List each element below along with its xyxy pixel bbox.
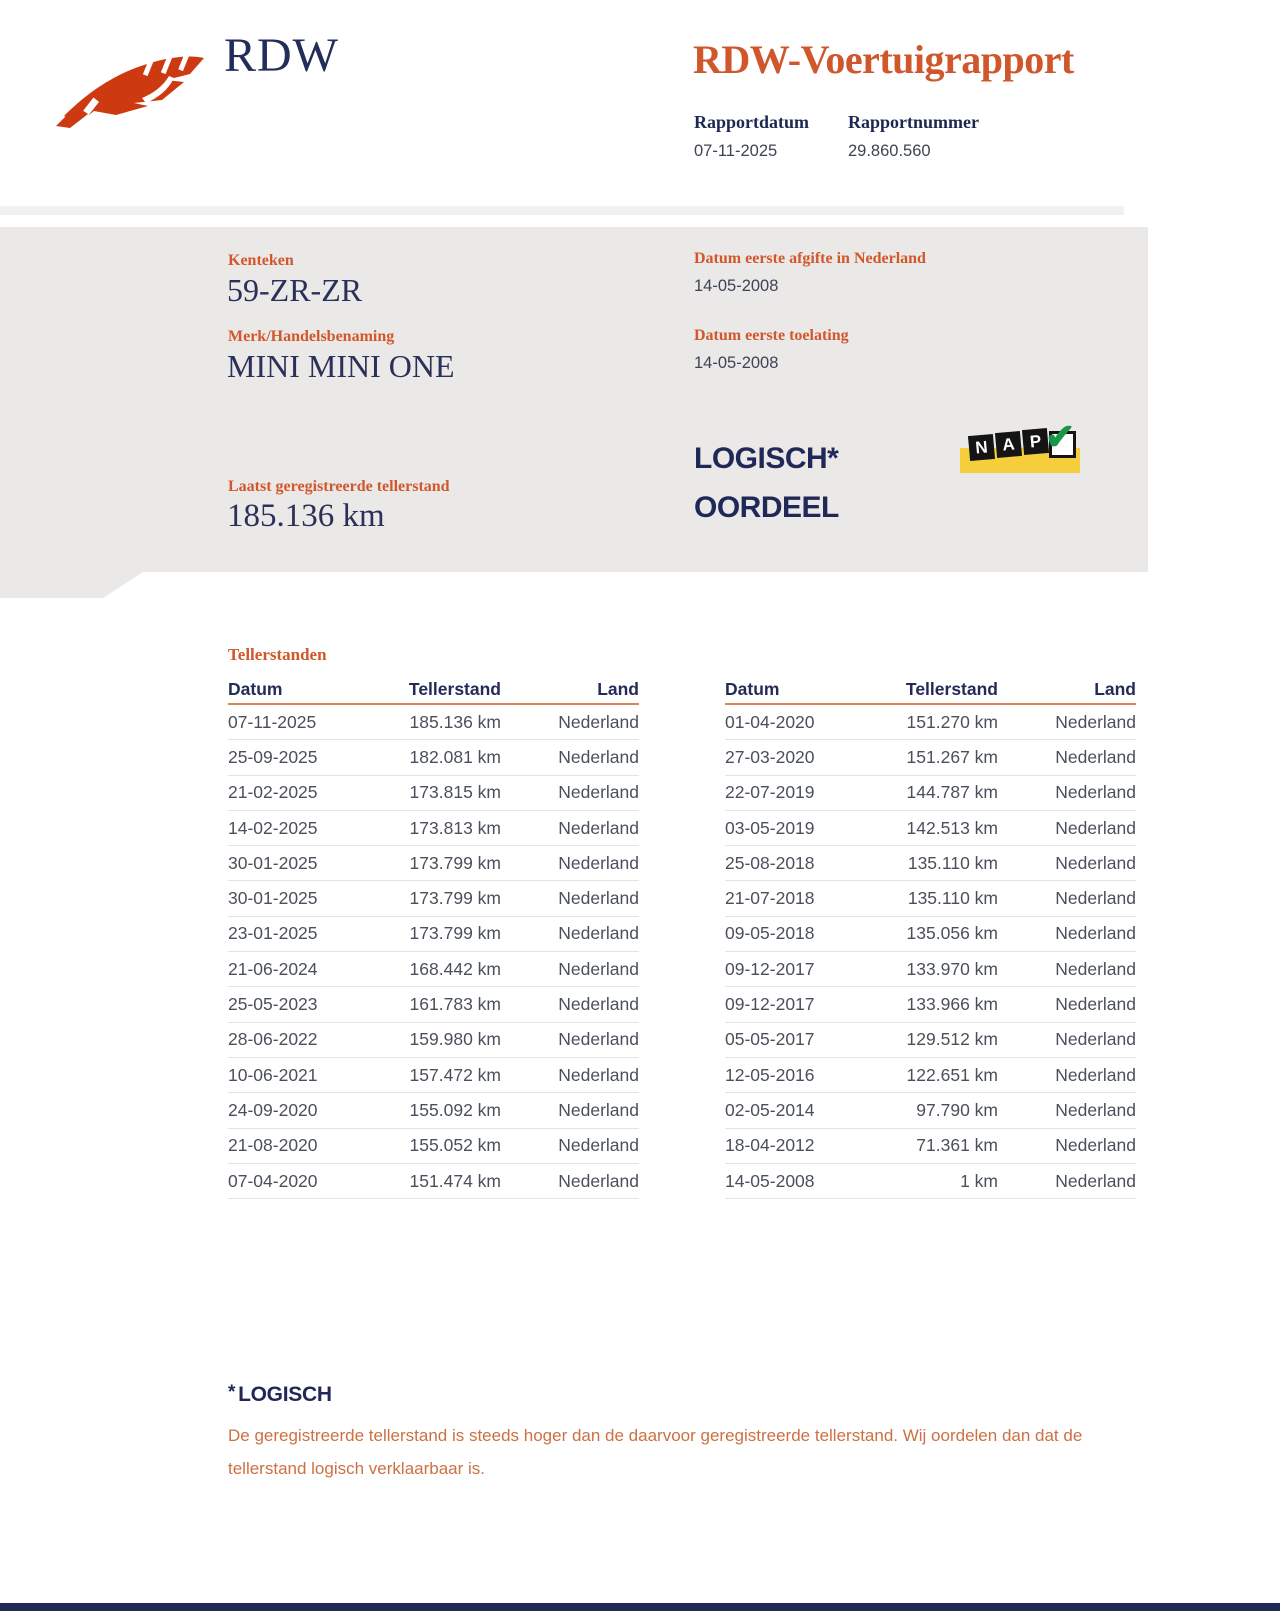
footer-bar	[0, 1603, 1280, 1611]
cell-land: Nederland	[558, 923, 639, 944]
report-date-value: 07-11-2025	[694, 142, 778, 160]
report-date-label: Rapportdatum	[694, 112, 810, 132]
brand-wordmark: RDW	[224, 29, 339, 82]
page-title: RDW-Voertuigrapport	[693, 37, 1074, 82]
cell-tellerstand: 159.980 km	[409, 1029, 501, 1050]
nap-checkmark-icon: ✔	[1045, 416, 1076, 457]
cell-land: Nederland	[1055, 888, 1136, 909]
nap-letter-n: N	[968, 434, 995, 461]
footnote-asterisk: *	[228, 1382, 236, 1403]
header-tellerstand: Tellerstand	[905, 679, 998, 699]
cell-datum: 09-12-2017	[725, 994, 815, 1015]
cell-datum: 22-07-2019	[725, 782, 815, 803]
footnote-text: De geregistreerde tellerstand is steeds hoger dan de daarvoor geregistreerde tellerstand. Wij oordelen dan dat de tellerstand logisch verklaarbaar is.	[228, 1426, 1083, 1478]
cell-tellerstand: 142.513 km	[906, 817, 998, 838]
cell-datum: 10-06-2021	[228, 1064, 318, 1085]
summary-panel-background	[0, 227, 1148, 598]
oordeel-verdict	[694, 434, 839, 532]
footnote-title	[228, 1382, 1140, 1407]
cell-land: Nederland	[558, 817, 639, 838]
cell-land: Nederland	[1055, 711, 1136, 732]
cell-tellerstand: 135.056 km	[906, 923, 998, 944]
cell-datum: 09-05-2018	[725, 923, 815, 944]
panel-top-band	[0, 206, 1124, 215]
cell-datum: 21-06-2024	[228, 958, 318, 979]
cell-land: Nederland	[1055, 1170, 1136, 1191]
table-row	[228, 1093, 639, 1128]
kenteken-value: 59-ZR-ZR	[227, 272, 363, 308]
table-row	[725, 811, 1136, 846]
cell-tellerstand: 151.267 km	[906, 746, 998, 767]
cell-tellerstand: 71.361 km	[916, 1135, 998, 1156]
cell-datum: 18-04-2012	[725, 1135, 815, 1156]
table-row	[725, 987, 1136, 1022]
tellerstand-value: 185.136 km	[227, 498, 385, 534]
cell-tellerstand: 161.783 km	[409, 994, 501, 1015]
table-row	[725, 1023, 1136, 1058]
header-datum: Datum	[228, 679, 283, 699]
cell-datum: 12-05-2016	[725, 1064, 815, 1085]
tellerstand-label: Laatst geregistreerde tellerstand	[228, 478, 450, 495]
afgifte-label: Datum eerste afgifte in Nederland	[694, 250, 926, 267]
table-row	[228, 776, 639, 811]
table-row	[228, 705, 639, 740]
cell-tellerstand: 129.512 km	[906, 1029, 998, 1050]
cell-tellerstand: 173.799 km	[409, 923, 501, 944]
cell-datum: 30-01-2025	[228, 888, 318, 909]
cell-datum: 25-05-2023	[228, 994, 318, 1015]
table-row	[725, 881, 1136, 916]
nap-letter-p: P	[1022, 428, 1049, 455]
table-row	[228, 917, 639, 952]
footnote-title-text: LOGISCH	[238, 1383, 332, 1406]
cell-land: Nederland	[1055, 746, 1136, 767]
cell-land: Nederland	[1055, 817, 1136, 838]
cell-tellerstand: 133.970 km	[906, 958, 998, 979]
cell-datum: 14-05-2008	[725, 1170, 815, 1191]
table-row	[228, 811, 639, 846]
table-row	[725, 952, 1136, 987]
cell-datum: 03-05-2019	[725, 817, 815, 838]
report-number-label: Rapportnummer	[848, 112, 979, 132]
cell-datum: 07-04-2020	[228, 1170, 318, 1191]
oordeel-line2: OORDEEL	[694, 491, 839, 524]
merk-value: MINI MINI ONE	[227, 348, 455, 384]
cell-tellerstand: 151.270 km	[906, 711, 998, 732]
table-row	[228, 1164, 639, 1199]
nap-letter-a: A	[995, 431, 1022, 458]
table-header-row	[725, 672, 1136, 705]
table-row	[725, 1093, 1136, 1128]
cell-tellerstand: 97.790 km	[916, 1099, 998, 1120]
table-row	[725, 917, 1136, 952]
cell-land: Nederland	[558, 711, 639, 732]
cell-land: Nederland	[558, 888, 639, 909]
cell-tellerstand: 173.813 km	[409, 817, 501, 838]
cell-datum: 07-11-2025	[228, 711, 317, 732]
cell-datum: 09-12-2017	[725, 958, 815, 979]
nap-logo	[948, 416, 1080, 476]
table-row	[228, 952, 639, 987]
cell-tellerstand: 173.815 km	[409, 782, 501, 803]
cell-tellerstand: 133.966 km	[906, 994, 998, 1015]
table-row	[725, 705, 1136, 740]
cell-land: Nederland	[1055, 1099, 1136, 1120]
tellerstanden-table-right	[725, 672, 1136, 1199]
cell-datum: 28-06-2022	[228, 1029, 318, 1050]
cell-tellerstand: 151.474 km	[409, 1170, 501, 1191]
cell-land: Nederland	[558, 1099, 639, 1120]
cell-land: Nederland	[1055, 958, 1136, 979]
cell-tellerstand: 1 km	[960, 1170, 998, 1191]
cell-tellerstand: 157.472 km	[409, 1064, 501, 1085]
table-row	[725, 740, 1136, 775]
cell-datum: 25-08-2018	[725, 852, 815, 873]
table-body	[228, 705, 639, 1199]
table-body	[725, 705, 1136, 1199]
cell-land: Nederland	[558, 782, 639, 803]
cell-datum: 24-09-2020	[228, 1099, 318, 1120]
cell-land: Nederland	[558, 958, 639, 979]
cell-datum: 21-02-2025	[228, 782, 318, 803]
cell-datum: 21-07-2018	[725, 888, 815, 909]
cell-tellerstand: 135.110 km	[907, 888, 998, 909]
cell-land: Nederland	[1055, 994, 1136, 1015]
cell-tellerstand: 155.092 km	[409, 1099, 501, 1120]
cell-land: Nederland	[1055, 852, 1136, 873]
cell-land: Nederland	[558, 1170, 639, 1191]
table-row	[228, 987, 639, 1022]
cell-datum: 02-05-2014	[725, 1099, 815, 1120]
cell-tellerstand: 173.799 km	[409, 852, 501, 873]
report-number-value: 29.860.560	[848, 142, 931, 160]
cell-land: Nederland	[1055, 1064, 1136, 1085]
table-row	[228, 1023, 639, 1058]
report-number-group	[848, 112, 979, 161]
toelating-label: Datum eerste toelating	[694, 327, 849, 344]
afgifte-value: 14-05-2008	[694, 277, 779, 295]
cell-tellerstand: 155.052 km	[409, 1135, 501, 1156]
cell-land: Nederland	[1055, 782, 1136, 803]
report-meta	[694, 112, 979, 161]
table-row	[725, 846, 1136, 881]
cell-tellerstand: 144.787 km	[906, 782, 998, 803]
table-row	[725, 776, 1136, 811]
oordeel-line1: LOGISCH*	[694, 442, 839, 475]
cell-tellerstand: 182.081 km	[409, 746, 501, 767]
table-row	[725, 1058, 1136, 1093]
header-tellerstand: Tellerstand	[408, 679, 501, 699]
tellerstanden-section-title: Tellerstanden	[228, 645, 327, 664]
cell-datum: 14-02-2025	[228, 817, 318, 838]
logisch-footnote	[228, 1382, 1140, 1485]
cell-datum: 27-03-2020	[725, 746, 815, 767]
cell-land: Nederland	[1055, 923, 1136, 944]
table-row	[228, 1058, 639, 1093]
cell-tellerstand: 173.799 km	[409, 888, 501, 909]
header-land: Land	[597, 679, 639, 699]
rdw-wing-logo-icon	[50, 40, 216, 136]
cell-datum: 21-08-2020	[228, 1135, 318, 1156]
cell-tellerstand: 185.136 km	[409, 711, 501, 732]
cell-land: Nederland	[558, 852, 639, 873]
table-header-row	[228, 672, 639, 705]
table-row	[228, 881, 639, 916]
cell-land: Nederland	[558, 994, 639, 1015]
cell-land: Nederland	[1055, 1135, 1136, 1156]
cell-datum: 01-04-2020	[725, 711, 815, 732]
kenteken-label: Kenteken	[228, 252, 294, 269]
cell-tellerstand: 122.651 km	[906, 1064, 998, 1085]
cell-land: Nederland	[558, 746, 639, 767]
cell-datum: 23-01-2025	[228, 923, 318, 944]
cell-tellerstand: 168.442 km	[409, 958, 501, 979]
cell-datum: 25-09-2025	[228, 746, 318, 767]
table-row	[725, 1164, 1136, 1199]
table-row	[725, 1129, 1136, 1164]
cell-tellerstand: 135.110 km	[907, 852, 998, 873]
table-row	[228, 846, 639, 881]
cell-datum: 30-01-2025	[228, 852, 318, 873]
table-row	[228, 1129, 639, 1164]
header-datum: Datum	[725, 679, 780, 699]
tellerstanden-table-left	[228, 672, 639, 1199]
header-land: Land	[1094, 679, 1136, 699]
report-date-group	[694, 112, 814, 161]
toelating-value: 14-05-2008	[694, 354, 779, 372]
table-row	[228, 740, 639, 775]
merk-label: Merk/Handelsbenaming	[228, 328, 395, 345]
cell-land: Nederland	[558, 1135, 639, 1156]
cell-land: Nederland	[1055, 1029, 1136, 1050]
cell-datum: 05-05-2017	[725, 1029, 815, 1050]
cell-land: Nederland	[558, 1064, 639, 1085]
cell-land: Nederland	[558, 1029, 639, 1050]
